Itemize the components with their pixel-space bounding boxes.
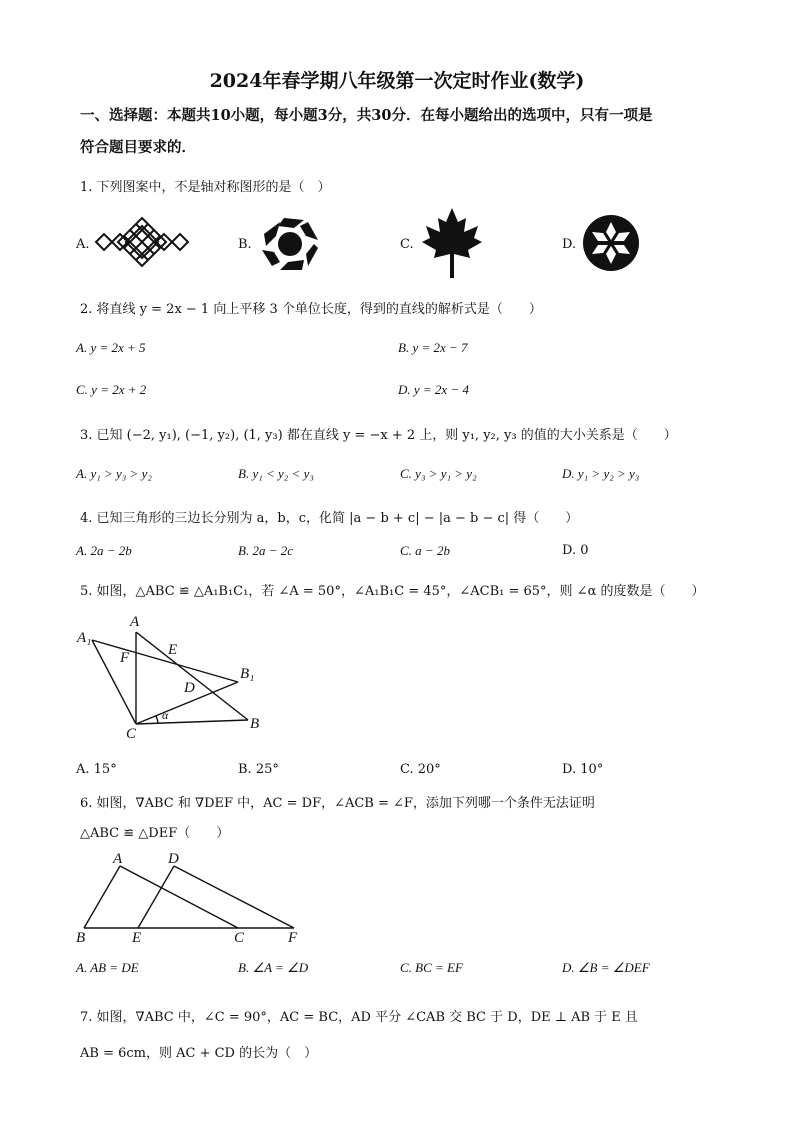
q6-figure: [70, 850, 310, 940]
q7-stem-line1: 7. 如图，∇ABC 中，∠C = 90°，AC = BC，AD 平分 ∠CAB 交 BC 于 D，DE ⊥ AB 于 E 且: [80, 1010, 638, 1025]
q3-option-d: D. y₁ > y₂ > y₃: [562, 466, 640, 481]
q1-option-c-label: C.: [400, 237, 414, 252]
q4-stem: 4. 已知三角形的三边长分别为 a，b，c，化简 |a − b + c| − |a − b − c| 得（ ）: [80, 511, 579, 526]
chinese-knot-icon: [92, 216, 192, 268]
q2-stem: 2. 将直线 y = 2x − 1 向上平移 3 个单位长度，得到的直线的解析式是（ ）: [80, 302, 542, 317]
q4-option-c: C. a − 2b: [400, 543, 450, 558]
q4-option-d: D. 0: [562, 543, 589, 558]
q2-option-d: D. y = 2x − 4: [398, 382, 469, 397]
q6-option-c: C. BC = EF: [400, 960, 463, 975]
snowflake-circle-icon: [582, 214, 640, 272]
q2-option-a: A. y = 2x + 5: [76, 340, 146, 355]
q6-stem-line1: 6. 如图，∇ABC 和 ∇DEF 中，AC = DF，∠ACB = ∠F，添加下列哪一个条件无法证明: [80, 796, 595, 811]
q6-option-a: A. AB = DE: [76, 960, 139, 975]
q5-label-b1: B₁: [240, 666, 255, 682]
q7-stem-line2: AB = 6cm，则 AC + CD 的长为（ ）: [80, 1046, 318, 1061]
q5-option-d: D. 10°: [562, 762, 604, 777]
q5-label-f: F: [120, 650, 130, 666]
q5-stem: 5. 如图，△ABC ≌ △A₁B₁C₁，若 ∠A = 50°，∠A₁B₁C = 45°，∠ACB₁ = 65°，则 ∠α 的度数是（ ）: [80, 584, 705, 599]
q5-label-a: A: [130, 614, 140, 630]
section-heading-line1: 一、选择题：本题共10小题，每小题3分，共30分．在每小题给出的选项中，只有一项是: [80, 107, 653, 124]
circle-ring-icon: [258, 214, 322, 274]
q6-label-f: F: [288, 930, 298, 946]
q5-label-a1: A₁: [77, 630, 92, 646]
q4-option-a: A. 2a − 2b: [76, 543, 132, 558]
section-heading-line2: 符合题目要求的．: [80, 139, 196, 156]
q2-option-b: B. y = 2x − 7: [398, 340, 468, 355]
q6-label-d: D: [168, 851, 179, 867]
q3-stem: 3. 已知 (−2, y₁), (−1, y₂), (1, y₃) 都在直线 y = −x + 2 上，则 y₁, y₂, y₃ 的值的大小关系是（ ）: [80, 428, 677, 443]
q6-label-c: C: [234, 930, 245, 946]
q5-label-e: E: [168, 642, 178, 658]
q6-label-e: E: [132, 930, 142, 946]
q3-option-a: A. y₁ > y₃ > y₂: [76, 466, 152, 481]
q1-option-a-label: A.: [76, 237, 90, 252]
q1-stem: 1. 下列图案中，不是轴对称图形的是（ ）: [80, 180, 331, 195]
q3-option-c: C. y₃ > y₁ > y₂: [400, 466, 477, 481]
q5-label-b: B: [250, 716, 260, 732]
q6-stem-line2: △ABC ≌ △DEF（ ）: [80, 826, 230, 841]
page-title: 2024年春学期八年级第一次定时作业(数学): [209, 70, 585, 92]
q6-option-d: D. ∠B = ∠DEF: [562, 960, 650, 975]
q1-option-d-label: D.: [562, 237, 577, 252]
q5-option-b: B. 25°: [238, 762, 279, 777]
q6-label-a: A: [113, 851, 123, 867]
q5-option-a: A. 15°: [76, 762, 117, 777]
q4-option-b: B. 2a − 2c: [238, 543, 293, 558]
maple-leaf-icon: [420, 206, 484, 280]
q1-option-b-label: B.: [238, 237, 252, 252]
q6-option-b: B. ∠A = ∠D: [238, 960, 309, 975]
q2-option-c: C. y = 2x + 2: [76, 382, 147, 397]
q5-label-alpha: α: [162, 708, 169, 722]
q6-label-b: B: [76, 930, 86, 946]
q3-option-b: B. y₁ < y₂ < y₃: [238, 466, 314, 481]
q5-label-d: D: [184, 680, 195, 696]
q5-label-c: C: [126, 726, 137, 742]
q5-option-c: C. 20°: [400, 762, 441, 777]
